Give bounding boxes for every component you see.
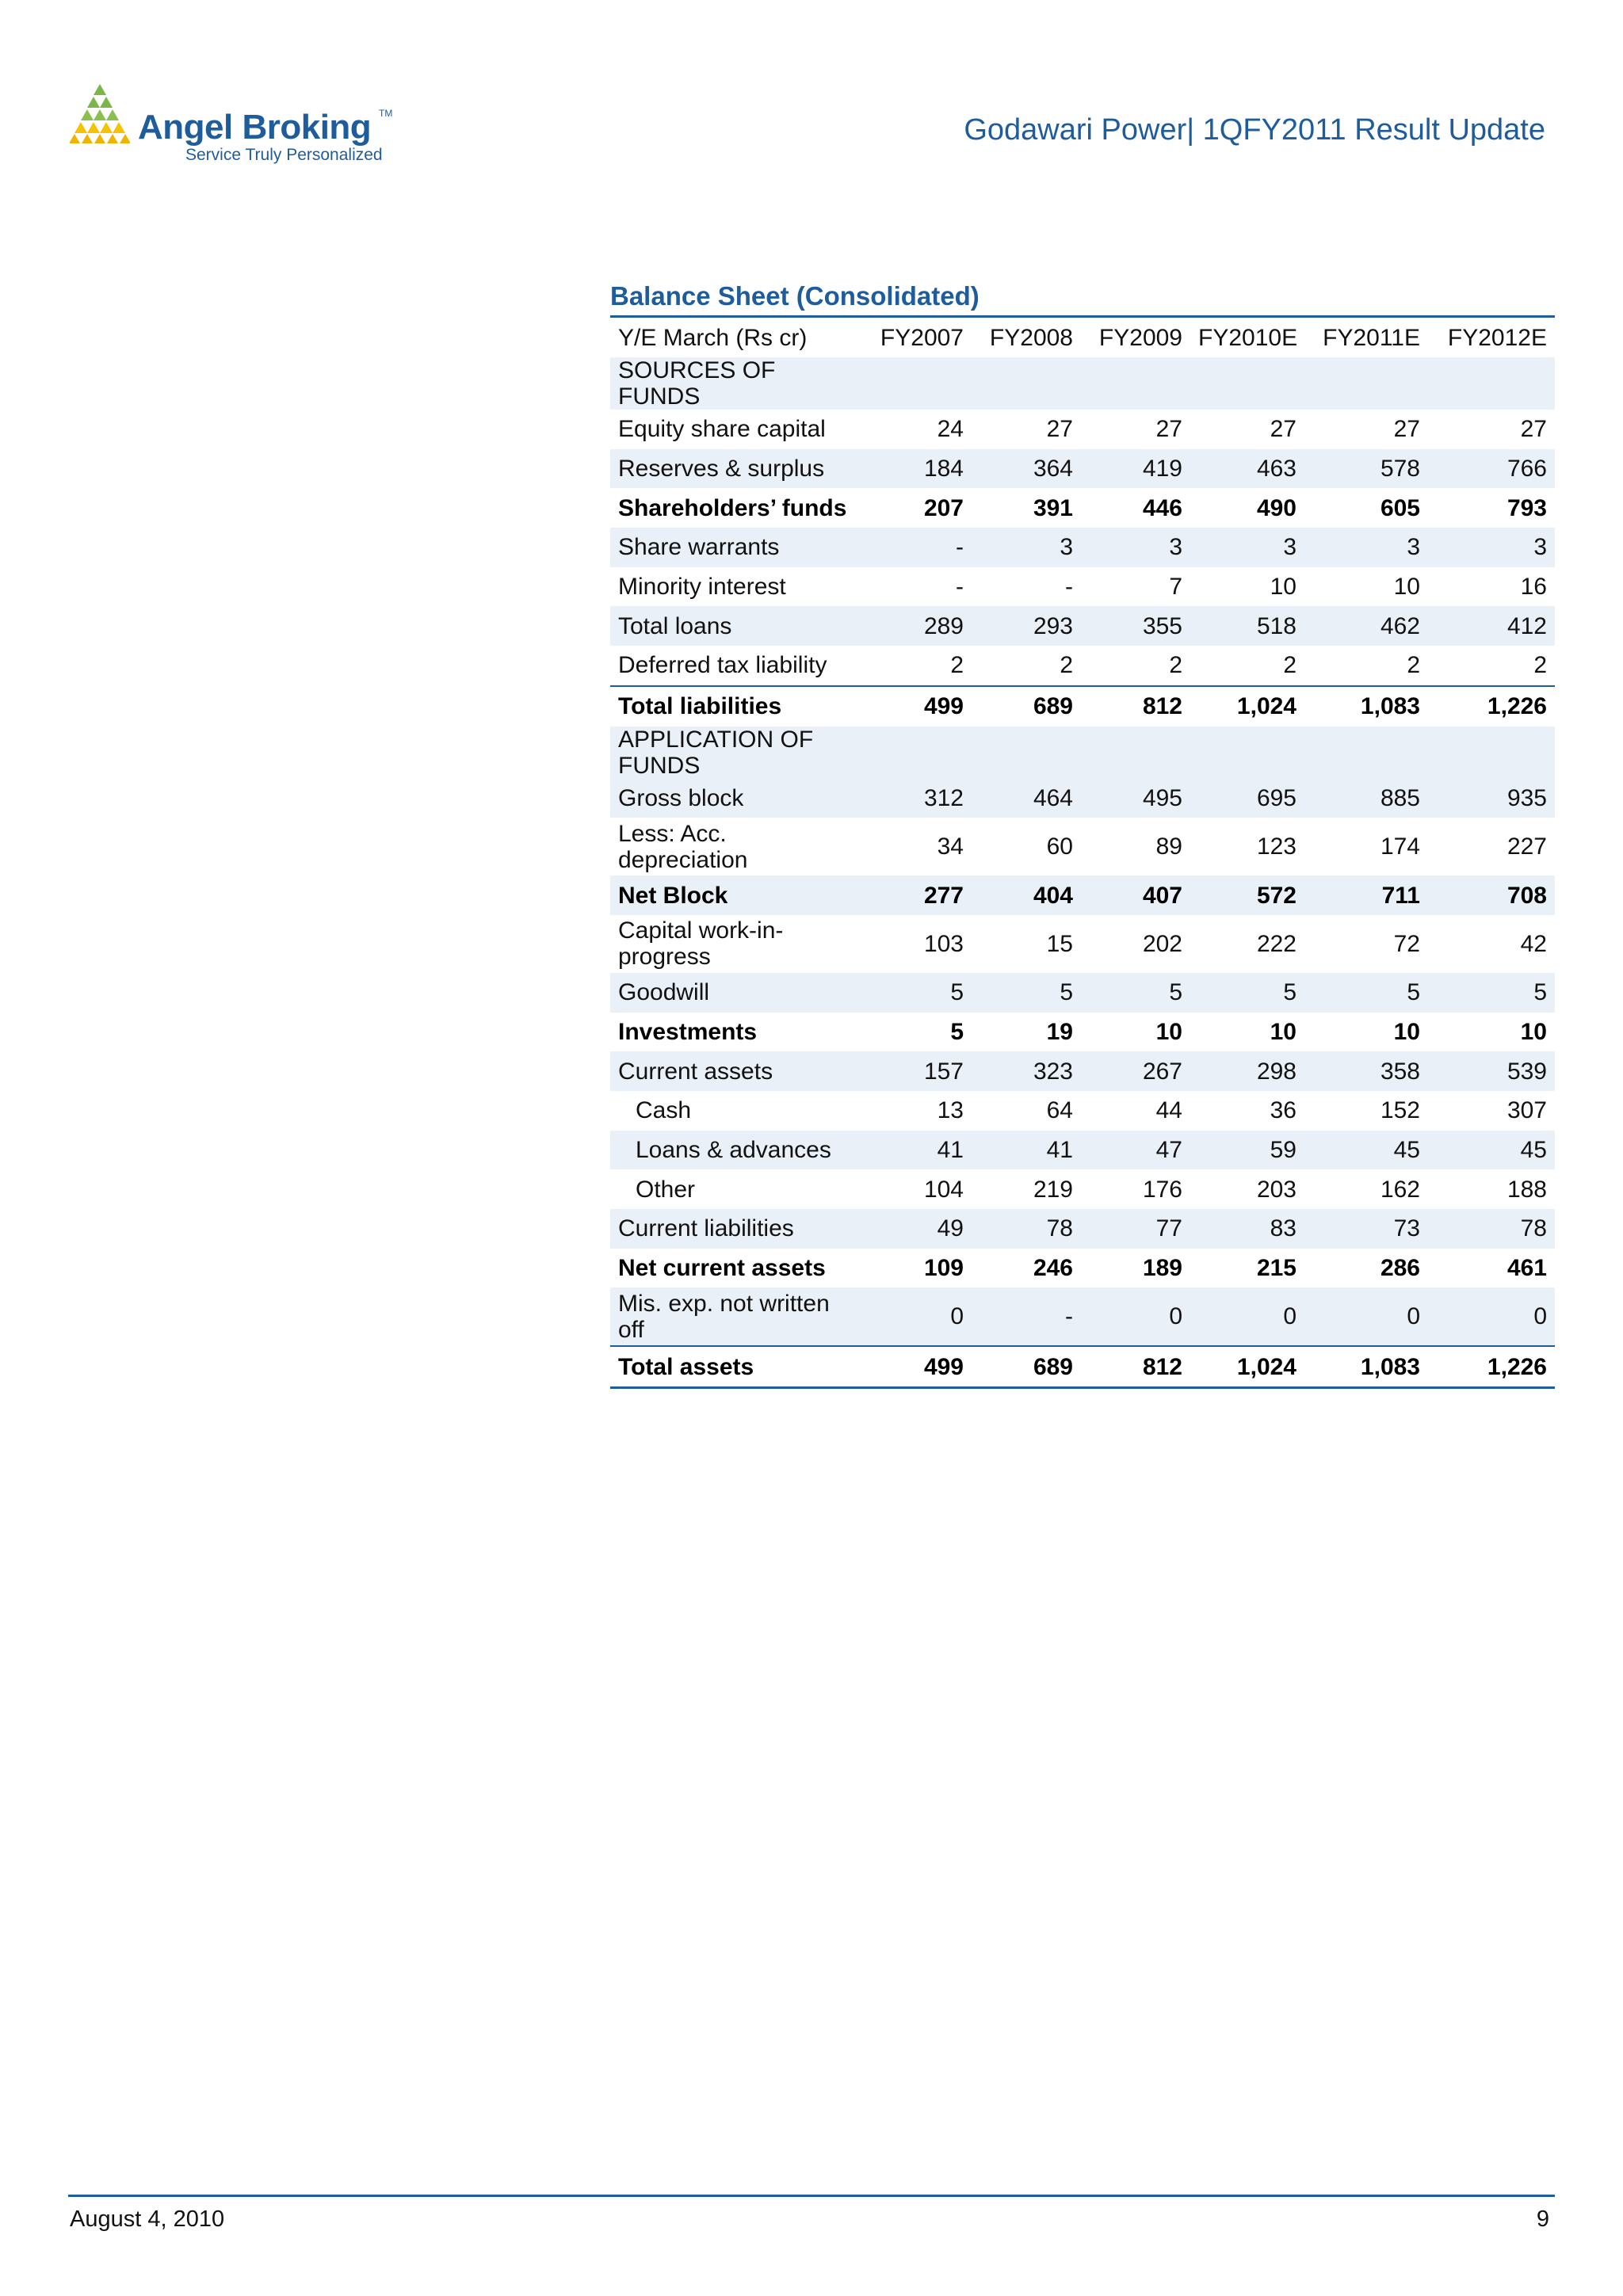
table-cell (1304, 357, 1428, 410)
table-cell: 391 (1033, 494, 1073, 521)
table-cell: 462 (1304, 606, 1428, 646)
table-cell: 708 (1428, 875, 1555, 915)
table-cell: 24 (937, 416, 964, 443)
table-cell: 7 (1169, 574, 1182, 601)
row-label: Share warrants (610, 528, 862, 567)
table-cell (862, 727, 972, 779)
table-cell: 495 (1081, 779, 1190, 818)
table-cell: 695 (1190, 779, 1304, 818)
table-cell: 72 (1393, 930, 1420, 957)
table-row (610, 528, 1555, 567)
footer-rule (68, 2195, 1555, 2197)
table-cell: - (972, 1287, 1081, 1346)
table-cell: 10 (1155, 1018, 1182, 1045)
table-cell: 45 (1428, 1131, 1555, 1170)
table-cell: 227 (1507, 833, 1547, 860)
table-cell: 572 (1190, 875, 1304, 915)
table-cell: 0 (862, 1287, 972, 1346)
column-header: FY2010E (1198, 324, 1298, 351)
table-cell (972, 357, 1081, 410)
table-cell: 3 (972, 528, 1081, 567)
row-label: APPLICATION OF FUNDS (610, 727, 862, 779)
table-row (610, 915, 1555, 973)
table-cell (1081, 727, 1190, 779)
table-row (610, 646, 1555, 686)
angel-broking-logo (70, 84, 403, 171)
table-cell: 358 (1304, 1051, 1428, 1091)
table-cell: 27 (1270, 416, 1296, 443)
table-cell: 0 (1081, 1287, 1190, 1346)
table-row (610, 686, 1555, 727)
row-label: Total loans (610, 606, 862, 646)
table-cell: 184 (862, 449, 972, 489)
table-cell: 1,024 (1190, 686, 1304, 727)
table-cell: 13 (937, 1097, 964, 1124)
table-cell (1190, 727, 1304, 779)
table-cell: 5 (1304, 973, 1428, 1013)
table-cell: 109 (923, 1255, 964, 1282)
table-cell: 89 (1155, 833, 1182, 860)
table-cell: 1,083 (1304, 686, 1428, 727)
row-label: Net current assets (618, 1255, 826, 1282)
row-label: Reserves & surplus (610, 449, 862, 489)
table-row (610, 1346, 1555, 1387)
table-cell: 605 (1380, 494, 1420, 521)
table-cell: 0 (1428, 1287, 1555, 1346)
table-cell: 935 (1428, 779, 1555, 818)
table-cell: 123 (1256, 833, 1296, 860)
table-cell: 215 (1256, 1255, 1296, 1282)
table-cell: 5 (1081, 973, 1190, 1013)
table-row (610, 1131, 1555, 1170)
page-number: 9 (1536, 2206, 1549, 2232)
table-cell: 1,226 (1428, 686, 1555, 727)
table-cell: 207 (923, 494, 964, 521)
table-cell: 10 (1270, 574, 1296, 601)
table-cell: 404 (972, 875, 1081, 915)
row-label: Capital work-in-progress (618, 917, 784, 971)
table-cell: 446 (1142, 494, 1182, 521)
table-cell: 47 (1081, 1131, 1190, 1170)
table-cell: 10 (1393, 1018, 1420, 1045)
table-cell: 3 (1304, 528, 1428, 567)
table-cell: 60 (1046, 833, 1073, 860)
logo-trademark: TM (379, 108, 393, 119)
table-cell: 812 (1081, 1346, 1190, 1387)
row-label: Shareholders’ funds (618, 494, 847, 521)
table-cell: 689 (972, 686, 1081, 727)
table-cell (1190, 357, 1304, 410)
table-cell: 10 (1270, 1018, 1296, 1045)
table-row (610, 875, 1555, 915)
column-header: FY2012E (1447, 324, 1547, 351)
table-cell: 36 (1270, 1097, 1296, 1124)
table-row (610, 357, 1555, 410)
table-cell: - (956, 574, 964, 601)
table-cell: 2 (1283, 652, 1296, 679)
row-label: Goodwill (610, 973, 862, 1013)
column-header: FY2008 (989, 324, 1073, 351)
table-cell: 298 (1190, 1051, 1304, 1091)
table-cell: 5 (972, 973, 1081, 1013)
table-cell: 2 (1533, 652, 1547, 679)
table-row (610, 727, 1555, 779)
table-cell: 689 (972, 1346, 1081, 1387)
logo-wordmark: Angel Broking (138, 108, 372, 147)
table-row (610, 1209, 1555, 1249)
table-cell: 812 (1081, 686, 1190, 727)
table-cell: 355 (1081, 606, 1190, 646)
table-cell: 578 (1304, 449, 1428, 489)
table-cell: 323 (972, 1051, 1081, 1091)
table-cell: 412 (1428, 606, 1555, 646)
table-cell (972, 727, 1081, 779)
table-cell: 490 (1256, 494, 1296, 521)
table-cell: 461 (1507, 1255, 1547, 1282)
row-label: Loans & advances (610, 1131, 862, 1170)
table-cell: 5 (950, 1018, 964, 1045)
table-cell: 518 (1190, 606, 1304, 646)
table-row (610, 1249, 1555, 1288)
table-cell: 49 (862, 1209, 972, 1249)
table-cell: 2 (1169, 652, 1182, 679)
row-label: Minority interest (618, 574, 786, 601)
table-cell (1428, 727, 1555, 779)
table-cell: 5 (862, 973, 972, 1013)
table-cell: 73 (1304, 1209, 1428, 1249)
table-cell: 885 (1304, 779, 1428, 818)
table-cell: 499 (862, 686, 972, 727)
table-cell: 222 (1256, 930, 1296, 957)
table-cell: 419 (1081, 449, 1190, 489)
table-cell: 34 (937, 833, 964, 860)
table-cell: 464 (972, 779, 1081, 818)
table-cell: 289 (862, 606, 972, 646)
table-cell: 10 (1520, 1018, 1547, 1045)
row-label: Investments (618, 1018, 758, 1045)
row-label: Gross block (610, 779, 862, 818)
table-cell: 152 (1380, 1097, 1420, 1124)
table-cell: 2 (1060, 652, 1073, 679)
table-cell: 27 (1046, 416, 1073, 443)
table-header-row (610, 317, 1555, 358)
footer-date: August 4, 2010 (70, 2206, 225, 2232)
row-label: Equity share capital (618, 416, 826, 443)
table-cell: 277 (862, 875, 972, 915)
table-cell: 0 (1304, 1287, 1428, 1346)
table-cell: 312 (862, 779, 972, 818)
table-cell (1081, 357, 1190, 410)
section-title: Balance Sheet (Consolidated) (610, 281, 980, 311)
table-cell: 0 (1190, 1287, 1304, 1346)
table-cell: 103 (923, 930, 964, 957)
table-cell: 64 (1046, 1097, 1073, 1124)
table-cell: 2 (1407, 652, 1420, 679)
table-row (610, 449, 1555, 489)
table-row (610, 1091, 1555, 1131)
table-cell: 766 (1428, 449, 1555, 489)
pyramid-logo-icon (70, 84, 130, 144)
column-header: FY2009 (1098, 324, 1182, 351)
table-cell: 44 (1155, 1097, 1182, 1124)
row-label: Total liabilities (610, 686, 862, 727)
table-cell: 27 (1520, 416, 1547, 443)
table-cell: 2 (950, 652, 964, 679)
table-cell: - (1065, 574, 1073, 601)
table-cell: - (862, 528, 972, 567)
table-cell: 41 (972, 1131, 1081, 1170)
table-cell (862, 357, 972, 410)
table-cell: 78 (1428, 1209, 1555, 1249)
table-row (610, 567, 1555, 607)
table-cell: 10 (1393, 574, 1420, 601)
table-cell: 3 (1190, 528, 1304, 567)
row-label: Other (636, 1176, 696, 1203)
column-header: Y/E March (Rs cr) (618, 324, 808, 351)
table-cell: 162 (1380, 1176, 1420, 1203)
table-cell: 59 (1190, 1131, 1304, 1170)
table-row (610, 973, 1555, 1013)
table-cell: 19 (1046, 1018, 1073, 1045)
table-row (610, 1013, 1555, 1052)
table-body (610, 357, 1555, 1388)
table-cell: 104 (923, 1176, 964, 1203)
table-cell: 499 (862, 1346, 972, 1387)
row-label: Current liabilities (610, 1209, 862, 1249)
table-cell (1428, 357, 1555, 410)
table-row (610, 1051, 1555, 1091)
table-cell: 27 (1155, 416, 1182, 443)
table-cell: 539 (1428, 1051, 1555, 1091)
row-label: Mis. exp. not written off (610, 1287, 862, 1346)
table-cell: 157 (862, 1051, 972, 1091)
table-cell: 5 (1428, 973, 1555, 1013)
table-cell: 267 (1081, 1051, 1190, 1091)
table-row (610, 818, 1555, 875)
table-cell: 45 (1304, 1131, 1428, 1170)
table-row (610, 410, 1555, 449)
table-cell: 3 (1081, 528, 1190, 567)
table-cell: 1,083 (1304, 1346, 1428, 1387)
table-cell: 174 (1380, 833, 1420, 860)
row-label: Total assets (610, 1346, 862, 1387)
row-label: Less: Acc. depreciation (618, 820, 748, 873)
table-cell: 793 (1507, 494, 1547, 521)
table-cell: 188 (1507, 1176, 1547, 1203)
row-label: Deferred tax liability (618, 652, 827, 679)
row-label: Cash (636, 1097, 692, 1124)
table-cell: 203 (1256, 1176, 1296, 1203)
table-cell: 1,024 (1190, 1346, 1304, 1387)
table-cell: 246 (1033, 1255, 1073, 1282)
table-cell: 364 (972, 449, 1081, 489)
table-row (610, 488, 1555, 528)
table-cell: 3 (1428, 528, 1555, 567)
table-cell: 77 (1081, 1209, 1190, 1249)
table-cell: 41 (862, 1131, 972, 1170)
document-title: Godawari Power| 1QFY2011 Result Update (964, 113, 1545, 147)
table-cell: 407 (1081, 875, 1190, 915)
table-cell: 176 (1142, 1176, 1182, 1203)
table-cell: 286 (1380, 1255, 1420, 1282)
logo-tagline: Service Truly Personalized (185, 146, 383, 164)
row-label: Net Block (610, 875, 862, 915)
table-cell: 711 (1304, 875, 1428, 915)
table-cell: 463 (1190, 449, 1304, 489)
table-cell: 307 (1507, 1097, 1547, 1124)
row-label: Current assets (610, 1051, 862, 1091)
column-header: FY2007 (880, 324, 964, 351)
table-cell: 5 (1190, 973, 1304, 1013)
table-cell (1304, 727, 1428, 779)
table-cell: 15 (1046, 930, 1073, 957)
balance-sheet-table (610, 315, 1555, 1389)
table-cell: 219 (1033, 1176, 1073, 1203)
table-row (610, 1287, 1555, 1346)
table-cell: 78 (972, 1209, 1081, 1249)
row-label: SOURCES OF FUNDS (610, 357, 862, 410)
table-cell: 189 (1142, 1255, 1182, 1282)
table-cell: 27 (1393, 416, 1420, 443)
table-cell: 202 (1142, 930, 1182, 957)
table-row (610, 779, 1555, 818)
table-row (610, 1169, 1555, 1209)
table-cell: 1,226 (1428, 1346, 1555, 1387)
table-cell: 83 (1190, 1209, 1304, 1249)
table-cell: 16 (1520, 574, 1547, 601)
table-cell: 293 (972, 606, 1081, 646)
table-cell: 42 (1520, 930, 1547, 957)
column-header: FY2011E (1323, 324, 1420, 351)
table-row (610, 606, 1555, 646)
